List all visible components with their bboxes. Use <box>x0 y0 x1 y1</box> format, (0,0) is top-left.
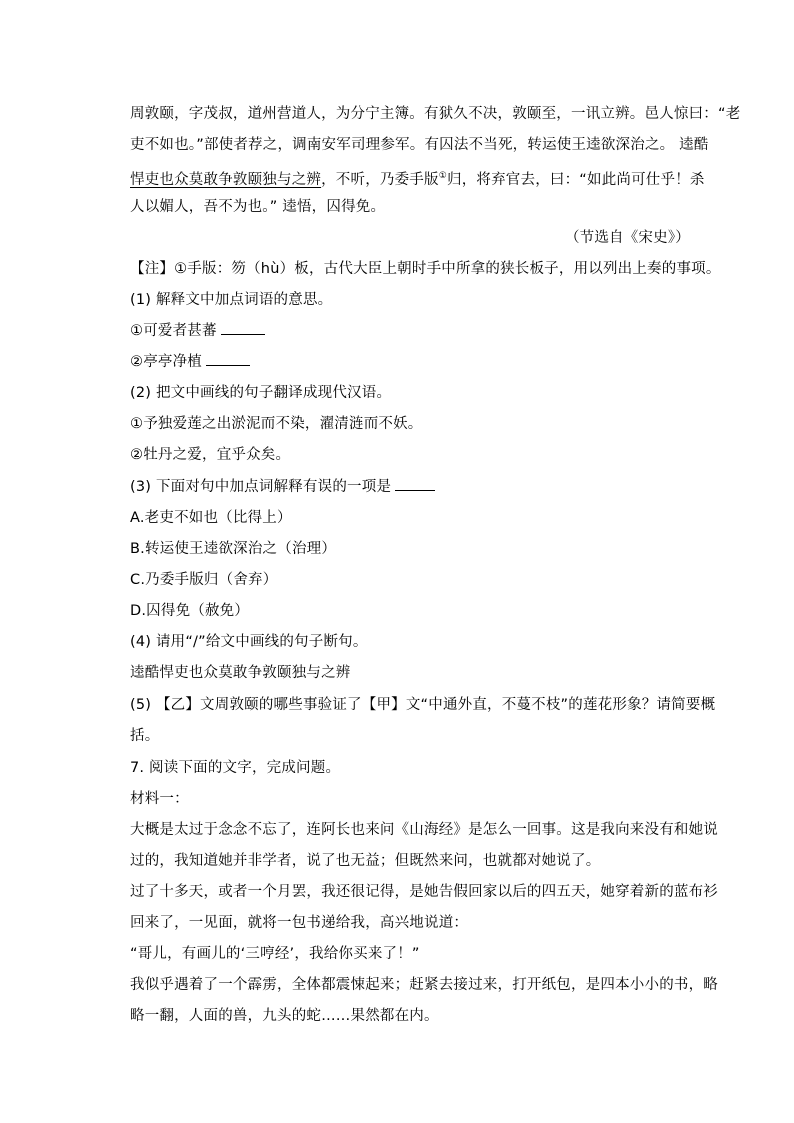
option-b: B.转运使王逵欲深治之（治理） <box>130 541 337 557</box>
option-a: A.老吏不如也（比得上） <box>130 510 292 526</box>
material-paragraph-1-line-1: 大概是太过于念念不忘了，连阿长也来问《山海经》是怎么一回事。这是我向来没有和她说 <box>130 822 718 838</box>
answer-blank[interactable] <box>395 478 435 491</box>
question-text: (3) 下面对句中加点词解释有误的一项是 <box>130 479 392 495</box>
option-c: C.乃委手版归（舍弃） <box>130 572 278 588</box>
material-paragraph-4-line-2: 略一翻，人面的兽，九头的蛇……果然都在内。 <box>130 1008 439 1024</box>
question-1-item-b <box>130 352 695 372</box>
question-1-item-a <box>130 321 695 341</box>
question-3 <box>130 477 695 497</box>
material-paragraph-4-line-1: 我似乎遇着了一个霹雳，全体都震悚起来；赶紧去接过来，打开纸包，是四本小小的书，略 <box>130 977 718 993</box>
footnote-marker: ① <box>438 171 447 181</box>
footnote: 【注】①手版：笏（hù）板，古代大臣上朝时手中所拿的狭长板子，用以列出上奏的事项。 <box>130 261 721 277</box>
passage-text: 归，将弃官去，曰：“如此尚可仕乎！杀 <box>447 171 705 188</box>
answer-blank[interactable] <box>221 322 265 335</box>
passage-line-3 <box>130 166 705 190</box>
question-4: (4) 请用“/”给文中画线的句子断句。 <box>130 634 368 650</box>
question-7-heading: 7. 阅读下面的文字，完成问题。 <box>130 760 341 776</box>
underlined-sentence: 悍吏也众莫敢争敦颐独与之辨 <box>130 171 322 188</box>
passage-line-4: 人以媚人，吾不为也。” 逵悟，囚得免。 <box>130 199 386 215</box>
question-2-item-b: ②牡丹之爱，宜乎众矣。 <box>130 447 291 463</box>
source-citation: （节选自《宋史》） <box>564 230 690 246</box>
passage-line-2: 吏不如也。”部使者荐之，调南安军司理参军。有囚法不当死，转运使王逵欲深治之。 逵酷 <box>130 137 709 153</box>
question-2: (2) 把文中画线的句子翻译成现代汉语。 <box>130 385 392 401</box>
question-2-item-a: ①予独爱莲之出淤泥而不染，濯清涟而不妖。 <box>130 416 423 432</box>
item-text: ②亭亭净植 <box>130 354 202 370</box>
passage-line-1: 周敦颐，字茂叔，道州营道人，为分宁主簿。有狱久不决，敦颐至，一讯立辨。邑人惊曰：“老 <box>130 106 741 122</box>
question-5-line-2: 括。 <box>130 728 160 744</box>
option-d: D.囚得免（赦免） <box>130 603 250 619</box>
question-4-sentence: 逵酷悍吏也众莫敢争敦颐独与之辨 <box>130 665 351 681</box>
item-text: ①可爱者甚蕃 <box>130 323 217 339</box>
material-paragraph-3: “哥儿，有画儿的‘三哼经’，我给你买来了！” <box>130 946 420 962</box>
material-paragraph-2-line-2: 回来了，一见面，就将一包书递给我，高兴地说道： <box>130 915 469 931</box>
question-5-line-1: (5) 【乙】文周敦颐的哪些事验证了【甲】文“中通外直，不蔓不枝”的莲花形象？请简要概 <box>130 697 716 713</box>
material-paragraph-1-line-2: 过的，我知道她并非学者，说了也无益；但既然来问，也就都对她说了。 <box>130 853 601 869</box>
answer-blank[interactable] <box>206 353 250 366</box>
question-1: (1) 解释文中加点词语的意思。 <box>130 292 333 308</box>
passage-text: ，不听，乃委手版 <box>321 171 439 188</box>
material-label: 材料一： <box>130 791 189 807</box>
material-paragraph-2-line-1: 过了十多天，或者一个月罢，我还很记得，是她告假回家以后的四五天，她穿着新的蓝布衫 <box>130 884 718 900</box>
